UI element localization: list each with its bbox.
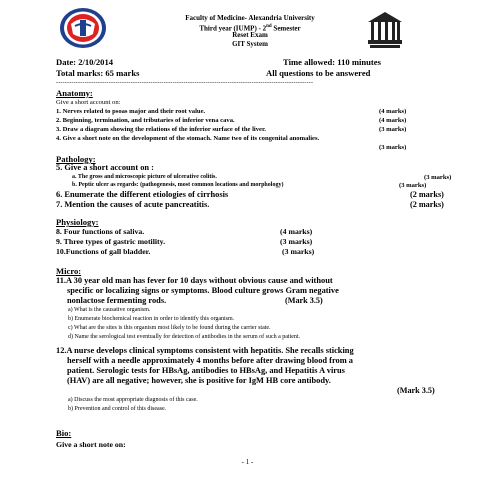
question-12-line-3: patient. Serologic tests for HBsAg, antibodies to HBsAg, and Hepatitis A virus bbox=[67, 366, 345, 375]
question-7: 7. Mention the causes of acute pancreatitis. bbox=[56, 200, 210, 209]
question-2-marks: (4 marks) bbox=[379, 117, 407, 124]
question-9-marks: (3 marks) bbox=[280, 237, 313, 246]
question-12-line-1: 12.A nurse develops clinical symptoms consistent with hepatitis. She recalls sticking bbox=[56, 346, 354, 355]
question-5b-marks: (3 marks) bbox=[399, 182, 427, 189]
question-12-marks: (Mark 3.5) bbox=[397, 386, 435, 395]
question-10: 10.Functions of gall bladder. bbox=[56, 247, 151, 256]
question-3: 3. Draw a diagram showing the relations of the inferior surface of the liver. bbox=[56, 126, 266, 133]
header-year: Third year (IUMP) - 2nd Semester bbox=[199, 23, 301, 32]
question-11-marks: (Mark 3.5) bbox=[285, 296, 323, 305]
question-8: 8. Four functions of saliva. bbox=[56, 227, 145, 236]
section-micro-title: Micro: bbox=[56, 266, 82, 276]
question-6-marks: (2 marks) bbox=[410, 190, 444, 199]
question-9: 9. Three types of gastric motility. bbox=[56, 237, 166, 246]
question-5a: a. The gross and microscopic picture of ulcerative colitis. bbox=[72, 174, 217, 180]
question-11a: a) What is the causative organism. bbox=[68, 307, 151, 313]
total-marks: Total marks: 65 marks bbox=[56, 68, 140, 78]
header-system: GIT System bbox=[232, 39, 268, 48]
header-faculty: Faculty of Medicine- Alexandria University bbox=[185, 14, 315, 22]
section-pathology-title: Pathology: bbox=[56, 154, 96, 164]
section-physiology-title: Physiology: bbox=[56, 217, 99, 227]
question-5a-marks: (3 marks) bbox=[424, 174, 452, 181]
question-5b: b. Peptic ulcer as regards: (pathogenesis, most common locations and morphology) bbox=[72, 182, 284, 188]
question-6: 6. Enumerate the different etiologies of cirrhosis bbox=[56, 190, 229, 199]
anatomy-intro: Give a short account on: bbox=[56, 99, 121, 106]
answer-all-note: All questions to be answered bbox=[266, 68, 371, 78]
question-12a: a) Discuss the most appropriate diagnosis of this case. bbox=[68, 397, 198, 403]
page-number: - 1 - bbox=[241, 458, 254, 466]
question-11c: c) What are the sites is this organism most likely to be found during the carrier state. bbox=[68, 325, 271, 331]
question-7-marks: (2 marks) bbox=[410, 200, 444, 209]
question-11-line-3: nonlactose fermenting rods. bbox=[67, 296, 167, 305]
question-12b: b) Prevention and control of this disease. bbox=[68, 406, 167, 412]
section-bio-title: Bio: bbox=[56, 428, 72, 438]
question-12-line-2: herself with a needle approximately 4 months before after drawing blood from a bbox=[67, 356, 353, 365]
question-8-marks: (4 marks) bbox=[280, 227, 313, 236]
separator-line: --------------------------------------------------------------------------------------------------------------------- bbox=[56, 80, 314, 86]
bio-intro: Give a short note on: bbox=[56, 440, 126, 449]
exam-date: Date: 2/10/2014 bbox=[56, 57, 114, 67]
question-5: 5. Give a short account on : bbox=[56, 163, 154, 172]
question-12-line-4: (HAV) are all negative; however, she is positive for IgM HB core antibody. bbox=[67, 376, 331, 385]
question-11-line-2: specific or localizing signs or symptoms. Blood culture grows Gram negative bbox=[67, 286, 339, 295]
question-11b: b) Enumerate biochemical reaction in order to identify this organism. bbox=[68, 316, 235, 322]
question-1: 1. Nerves related to psoas major and their root value. bbox=[56, 108, 206, 115]
question-4: 4. Give a short note on the development of the stomach. Name two of its congenital anomalies. bbox=[56, 135, 320, 142]
question-4-marks: (3 marks) bbox=[379, 144, 407, 151]
header-exam-type: Reset Exam bbox=[232, 31, 268, 40]
time-allowed: Time allowed: 110 minutes bbox=[283, 57, 381, 67]
question-1-marks: (4 marks) bbox=[379, 108, 407, 115]
question-2: 2. Beginning, termination, and tributaries of inferior vena cava. bbox=[56, 117, 235, 124]
question-11-line-1: 11.A 30 year old man has fever for 10 days without obvious cause and without bbox=[56, 276, 333, 285]
faculty-logo-icon bbox=[58, 6, 108, 50]
university-seal-icon bbox=[366, 10, 404, 50]
question-3-marks: (3 marks) bbox=[379, 126, 407, 133]
question-10-marks: (3 marks) bbox=[282, 247, 315, 256]
section-anatomy-title: Anatomy: bbox=[56, 88, 93, 98]
question-11d: d) Name the serological test eventually for detection of antibodies in the serum of such a patient. bbox=[68, 334, 301, 340]
